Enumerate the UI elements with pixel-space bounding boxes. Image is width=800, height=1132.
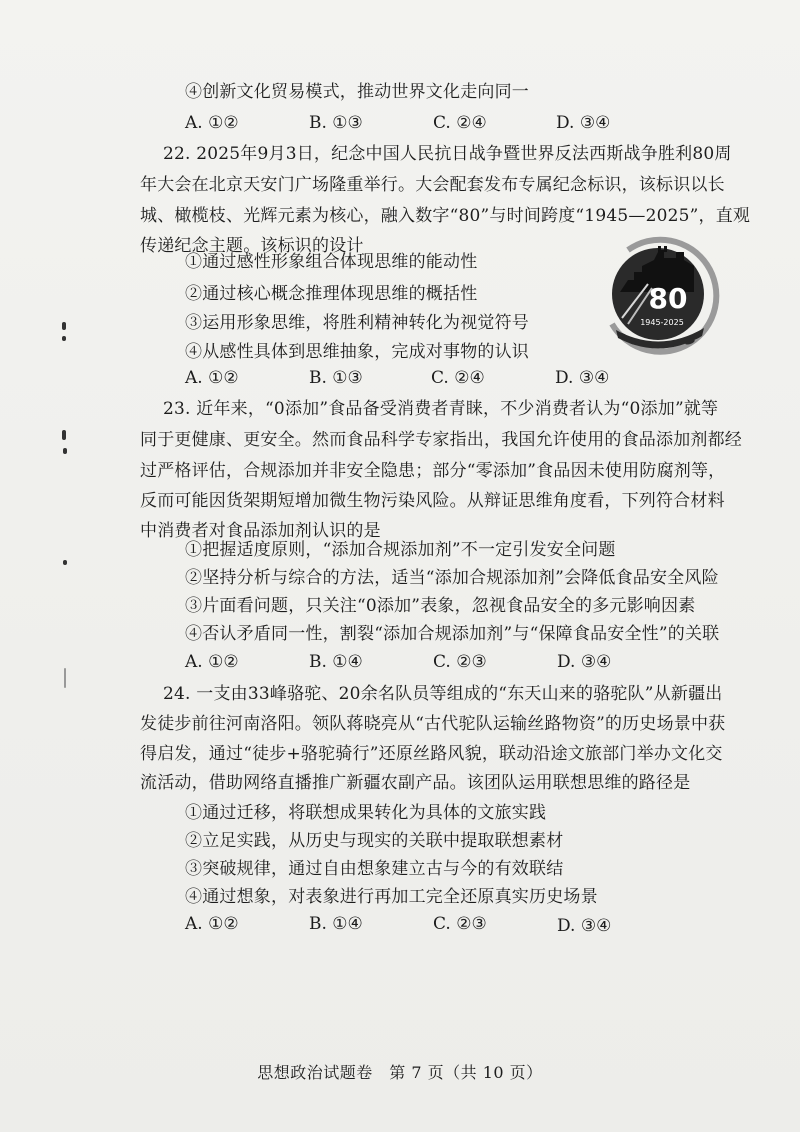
q21-option-b: B. ①③ bbox=[309, 113, 363, 133]
q24-stem-line-2: 发徒步前往河南洛阳。领队蒋晓亮从“古代驼队运输丝路物资”的历史场景中获 bbox=[140, 714, 726, 734]
q22-option-a: A. ①② bbox=[185, 368, 239, 388]
q22-stem-line-2: 年大会在北京天安门广场隆重举行。大会配套发布专属纪念标识，该标识以长 bbox=[140, 175, 725, 195]
q22-option-c: C. ②④ bbox=[431, 368, 485, 388]
q24-option-c: C. ②③ bbox=[433, 914, 487, 934]
q22-stem-line-3: 城、橄榄枝、光辉元素为核心，融入数字“80”与时间跨度“1945—2025”，直观 bbox=[140, 206, 751, 226]
q23-item-4: ④否认矛盾同一性，割裂“添加合规添加剂”与“保障食品安全性”的关联 bbox=[185, 624, 720, 644]
logo-number: 80 bbox=[648, 282, 688, 315]
q22-stem-line-1: 22. 2025年9月3日，纪念中国人民抗日战争暨世界反法西斯战争胜利80周 bbox=[163, 144, 732, 164]
binding-mark bbox=[63, 560, 67, 565]
q22-item-4: ④从感性具体到思维抽象，完成对事物的认识 bbox=[185, 342, 529, 362]
binding-mark bbox=[62, 430, 66, 440]
binding-mark bbox=[63, 448, 67, 454]
q21-item-4: ④创新文化贸易模式，推动世界文化走向同一 bbox=[185, 82, 529, 102]
q24-item-2: ②立足实践，从历史与现实的关联中提取联想素材 bbox=[185, 831, 564, 851]
q22-stem-line-4: 传递纪念主题。该标识的设计 bbox=[140, 236, 364, 256]
q22-item-2: ②通过核心概念推理体现思维的概括性 bbox=[185, 284, 478, 304]
q22-option-d: D. ③④ bbox=[555, 368, 610, 388]
q24-option-b: B. ①④ bbox=[309, 914, 363, 934]
q23-item-1: ①把握适度原则，“添加合规添加剂”不一定引发安全问题 bbox=[185, 540, 616, 560]
q24-option-d: D. ③④ bbox=[557, 916, 612, 936]
q23-stem-line-1: 23. 近年来，“0添加”食品备受消费者青睐，不少消费者认为“0添加”就等 bbox=[163, 399, 719, 419]
binding-mark bbox=[62, 336, 66, 341]
q24-item-3: ③突破规律，通过自由想象建立古与今的有效联结 bbox=[185, 859, 564, 879]
q23-option-b: B. ①④ bbox=[309, 652, 363, 672]
q23-stem-line-2: 同于更健康、更安全。然而食品科学专家指出，我国允许使用的食品添加剂都经 bbox=[140, 430, 742, 450]
q23-option-a: A. ①② bbox=[185, 652, 239, 672]
logo-years: 1945-2025 bbox=[640, 318, 684, 327]
q23-option-d: D. ③④ bbox=[557, 652, 612, 672]
q24-option-a: A. ①② bbox=[185, 914, 239, 934]
binding-mark bbox=[62, 322, 66, 330]
q23-item-2: ②坚持分析与综合的方法，适当“添加合规添加剂”会降低食品安全风险 bbox=[185, 568, 719, 588]
q23-option-c: C. ②③ bbox=[433, 652, 487, 672]
q23-stem-line-5: 中消费者对食品添加剂认识的是 bbox=[140, 521, 381, 541]
q22-option-b: B. ①③ bbox=[309, 368, 363, 388]
q24-stem-line-3: 得启发，通过“徒步+骆驼骑行”还原丝路风貌，联动沿途文旅部门举办文化交 bbox=[140, 744, 723, 764]
q21-option-a: A. ①② bbox=[185, 113, 239, 133]
q22-item-3: ③运用形象思维，将胜利精神转化为视觉符号 bbox=[185, 313, 529, 333]
page-footer: 思想政治试题卷 第 7 页（共 10 页） bbox=[257, 1063, 543, 1082]
q24-stem-line-4: 流活动，借助网络直播推广新疆农副产品。该团队运用联想思维的路径是 bbox=[140, 773, 691, 793]
q23-stem-line-3: 过严格评估，合规添加并非安全隐患；部分“零添加”食品因未使用防腐剂等， bbox=[140, 461, 726, 481]
commemorative-logo bbox=[598, 232, 724, 358]
q22-item-1: ①通过感性形象组合体现思维的能动性 bbox=[185, 252, 478, 272]
q24-item-4: ④通过想象，对表象进行再加工完全还原真实历史场景 bbox=[185, 887, 598, 907]
q23-item-3: ③片面看问题，只关注“0添加”表象，忽视食品安全的多元影响因素 bbox=[185, 596, 696, 616]
q24-item-1: ①通过迁移，将联想成果转化为具体的文旅实践 bbox=[185, 803, 547, 823]
q21-option-d: D. ③④ bbox=[556, 113, 611, 133]
q21-option-c: C. ②④ bbox=[433, 113, 487, 133]
q23-stem-line-4: 反而可能因货架期短增加微生物污染风险。从辩证思维角度看，下列符合材料 bbox=[140, 491, 725, 511]
binding-mark bbox=[64, 668, 66, 688]
q24-stem-line-1: 24. 一支由33峰骆驼、20余名队员等组成的“东天山来的骆驼队”从新疆出 bbox=[163, 684, 723, 704]
